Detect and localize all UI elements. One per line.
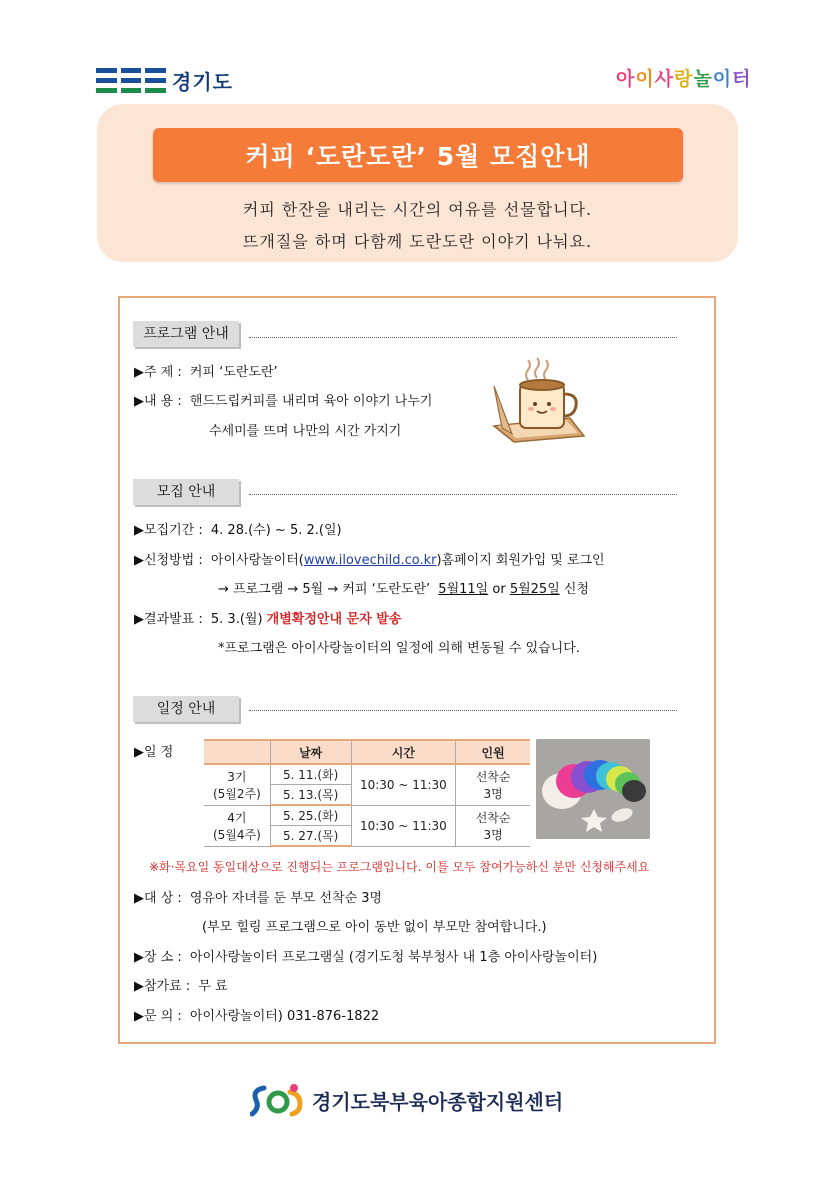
gyeonggi-emblem-icon [96,68,166,94]
table-header-cell [204,740,270,764]
table-header-cell: 날짜 [270,740,351,764]
subtitle-line-2: 뜨개질을 하며 다함께 도란도란 이야기 나눠요. [242,232,593,251]
period-label: ▶모집기간 : [134,523,203,538]
apply-row [134,549,605,568]
topic-row [134,361,278,380]
table-header-cell: 시간 [351,740,456,764]
term-cell [204,805,270,846]
place-value: 아이사랑놀이터 프로그램실 (경기도청 북부청사 내 1층 아이사랑놀이터) [189,950,598,965]
apply-path-row [218,578,589,597]
term-label: 3기 [227,769,247,784]
topic-value: 커피 ‘도란도란’ [189,365,278,380]
logo-char: 아 [616,68,636,90]
term-week: (5월4주) [212,827,261,842]
schedule-note: ※화·목요일 동일대상으로 진행되는 프로그램입니다. 이틀 모두 참여가능하신 분만 신청해주세요 [149,860,650,874]
contact-row [134,1005,379,1024]
footer-logo [250,1082,563,1118]
date-cell: 5. 27.(목) [270,826,351,847]
fee-value: 무 료 [198,979,228,994]
capacity-count: 3명 [483,827,503,842]
contact-value: 아이사랑놀이터) 031-876-1822 [189,1009,380,1024]
target-value: 영유아 자녀를 둔 부모 선착순 3명 [189,891,383,906]
date-cell: 5. 13.(목) [270,785,351,806]
section-label-program: 프로그램 안내 [133,321,239,347]
section-label-schedule: 일정 안내 [133,696,239,722]
ailovechild-logo [616,64,752,91]
date-cell: 5. 25.(화) [270,805,351,826]
apply-or: or [492,582,506,597]
apply-path: → 프로그램 → 5월 → 커피 ‘도란도란’ [218,582,431,597]
result-row [134,608,401,627]
date-cell: 5. 11.(화) [270,764,351,785]
term-week: (5월2주) [212,786,261,801]
table-header-row [204,740,530,764]
subtitle-line-1: 커피 한잔을 내리는 시간의 여유를 선물합니다. [242,200,593,219]
topic-label: ▶주 제 : [134,365,182,380]
content-value-1: 핸드드립커피를 내리며 육아 이야기 나누기 [189,394,433,409]
fee-label: ▶참가료 : [134,979,191,994]
logo-char: 터 [732,68,752,90]
content-row [134,390,432,409]
center-emblem-icon [250,1082,306,1118]
logo-char: 이 [712,68,733,90]
website-link[interactable]: www.ilovechild.co.kr [303,553,437,568]
table-row [204,764,530,785]
result-label: ▶결과발표 : [134,612,203,627]
logo-char: 사 [654,68,675,90]
section-divider [249,337,677,338]
apply-date-2: 5월25일 [509,582,560,597]
apply-end: 신청 [563,582,590,597]
content-value-2: 수세미를 뜨며 나만의 시간 가지기 [209,424,402,439]
term-cell [204,764,270,805]
recruit-note: *프로그램은 아이사랑놀이터의 일정에 의해 변동될 수 있습니다. [218,641,580,656]
apply-date-1: 5월11일 [438,582,489,597]
logo-char: 이 [635,68,655,90]
apply-label: ▶신청방법 : [134,553,203,568]
time-cell: 10:30 ~ 11:30 [351,764,456,805]
table-row [204,805,530,826]
footer-org-name: 경기도북부육아종합지원센터 [312,1089,564,1114]
period-row [134,519,342,538]
place-label: ▶장 소 : [134,950,182,965]
page-title: 커피 ‘도란도란’ 5월 모집안내 [245,142,591,171]
result-date: 5. 3.(월) [210,612,263,627]
schedule-table [204,739,530,847]
fee-row [134,975,228,994]
logo-char: 놀 [693,68,713,90]
section-label-recruit: 모집 안내 [133,479,239,505]
schedule-row-label: ▶일 정 [134,745,174,760]
capacity-cell [456,764,530,805]
felt-scrubbers-image [536,739,650,839]
apply-text-post: )홈페이지 회원가입 및 로그인 [436,553,605,568]
term-label: 4기 [227,810,247,825]
title-banner [153,128,683,182]
scrubber-photo [536,739,650,839]
time-cell: 10:30 ~ 11:30 [351,805,456,846]
section-divider [249,494,677,495]
apply-text-pre: 아이사랑놀이터( [210,553,304,568]
logo-char: 랑 [674,68,694,90]
section-divider [249,710,677,711]
contact-label: ▶문 의 : [134,1009,182,1024]
period-value: 4. 28.(수) ~ 5. 2.(일) [210,523,342,538]
gyeonggi-logo-text: 경기도 [172,70,233,94]
content-label: ▶내 용 : [134,394,182,409]
capacity-type: 선착순 [475,810,511,825]
capacity-type: 선착순 [475,769,511,784]
coffee-cup-icon [490,356,588,448]
target-label: ▶대 상 : [134,891,182,906]
target-row [134,887,382,906]
capacity-cell [456,805,530,846]
place-row [134,946,597,965]
result-notice: 개별확정안내 문자 발송 [266,612,402,627]
target-note: (부모 힐링 프로그램으로 아이 동반 없이 부모만 참여합니다.) [202,920,547,935]
table-header-cell: 인원 [456,740,530,764]
capacity-count: 3명 [483,786,503,801]
gyeonggi-logo [96,66,233,95]
